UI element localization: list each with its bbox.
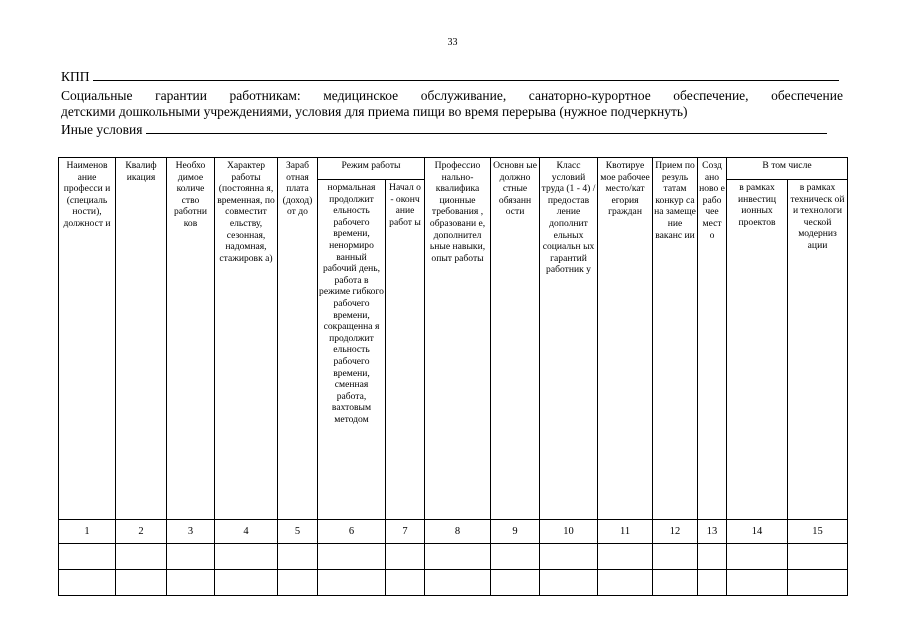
table-cell[interactable] [598, 544, 653, 570]
column-number: 14 [727, 520, 788, 544]
col-header-profession: Наименов ание професси и (специаль ности), должност и [59, 158, 116, 520]
col-header-duties: Основн ые должно стные обязанн ости [491, 158, 540, 520]
col-header-including: В том числе [727, 158, 848, 180]
table-cell[interactable] [167, 544, 215, 570]
social-guarantees-line: Социальные гарантии работникам: медицинское обслуживание, санаторно-курортное обеспечение, обеспечение [61, 88, 843, 103]
column-number: 13 [698, 520, 727, 544]
table-cell[interactable] [491, 570, 540, 596]
table-cell[interactable] [788, 570, 848, 596]
table-cell[interactable] [116, 544, 167, 570]
column-number: 12 [653, 520, 698, 544]
table-row [59, 544, 848, 570]
col-header-modernization: в рамках техническ ой и технологи ческой модерниз ации [788, 180, 848, 520]
other-conditions-label: Иные условия [61, 122, 143, 137]
table-cell[interactable] [386, 570, 425, 596]
column-number: 2 [116, 520, 167, 544]
column-number: 10 [540, 520, 598, 544]
table-cell[interactable] [59, 570, 116, 596]
table-cell[interactable] [653, 544, 698, 570]
table-cell[interactable] [318, 570, 386, 596]
col-header-qualification: Квалиф икация [116, 158, 167, 520]
column-number: 4 [215, 520, 278, 544]
column-number: 5 [278, 520, 318, 544]
table-cell[interactable] [491, 544, 540, 570]
column-number: 9 [491, 520, 540, 544]
other-conditions-line [61, 121, 827, 138]
col-header-competition: Прием по резуль татам конкур са на замеще ние ваканс ии [653, 158, 698, 520]
col-header-work-type: Характер работы (постоянна я, временная, по совместит ельству, сезонная, надомная, стажировк а) [215, 158, 278, 520]
table-cell[interactable] [278, 570, 318, 596]
table-cell[interactable] [386, 544, 425, 570]
col-header-salary: Зараб отная плата (доход) от до [278, 158, 318, 520]
table-cell[interactable] [318, 544, 386, 570]
column-number: 7 [386, 520, 425, 544]
col-header-new-workplace: Созд ано ново е рабо чее мест о [698, 158, 727, 520]
other-conditions-field[interactable] [146, 121, 827, 134]
kpp-label: КПП [61, 69, 90, 84]
table-cell[interactable] [698, 570, 727, 596]
col-header-work-conditions: Класс условий труда (1 - 4) / предостав ление дополнит ельных социальн ых гарантий работник у [540, 158, 598, 520]
col-header-work-mode: Режим работы [318, 158, 425, 180]
table-cell[interactable] [540, 544, 598, 570]
table-cell[interactable] [698, 544, 727, 570]
table-cell[interactable] [727, 544, 788, 570]
column-number: 1 [59, 520, 116, 544]
page-number: 33 [447, 37, 458, 48]
vacancy-table [58, 157, 848, 596]
table-cell[interactable] [788, 544, 848, 570]
table-cell[interactable] [425, 570, 491, 596]
table-cell[interactable] [215, 570, 278, 596]
table-cell[interactable] [425, 544, 491, 570]
column-number: 8 [425, 520, 491, 544]
table-header-row [59, 158, 848, 180]
column-number: 6 [318, 520, 386, 544]
table-cell[interactable] [278, 544, 318, 570]
table-row [59, 570, 848, 596]
column-number: 3 [167, 520, 215, 544]
table-cell[interactable] [653, 570, 698, 596]
col-header-requirements: Професcио нально-квалифика ционные требования , образовани е, дополнител ьные навыки, опыт работы [425, 158, 491, 520]
col-header-investment: в рамках инвестиц ионных проектов [727, 180, 788, 520]
col-header-worker-count: Необхо димое количе ство работни ков [167, 158, 215, 520]
column-number: 15 [788, 520, 848, 544]
table-cell[interactable] [116, 570, 167, 596]
table-cell[interactable] [540, 570, 598, 596]
kpp-field[interactable] [93, 68, 839, 81]
kpp-line [61, 68, 839, 85]
col-header-quota: Квотируе мое рабочее место/кат егория граждан [598, 158, 653, 520]
column-number: 11 [598, 520, 653, 544]
column-number-row [59, 520, 848, 544]
col-header-work-time: нормальная продолжит ельность рабочего времени, ненормиро ванный рабочий день, работа в режиме гибкого рабочего времени, сокращенна я продолжит ельность рабочего времени, сменная работа, вахтовым методом [318, 180, 386, 520]
table-cell[interactable] [59, 544, 116, 570]
table-cell[interactable] [215, 544, 278, 570]
table-cell[interactable] [167, 570, 215, 596]
col-header-start-end: Начал о - оконч ание работ ы [386, 180, 425, 520]
table-cell[interactable] [727, 570, 788, 596]
social-guarantees-line-2: детскими дошкольными учреждениями, условия для приема пищи во время перерыва (нужное подчеркнуть) [61, 104, 688, 119]
table-cell[interactable] [598, 570, 653, 596]
